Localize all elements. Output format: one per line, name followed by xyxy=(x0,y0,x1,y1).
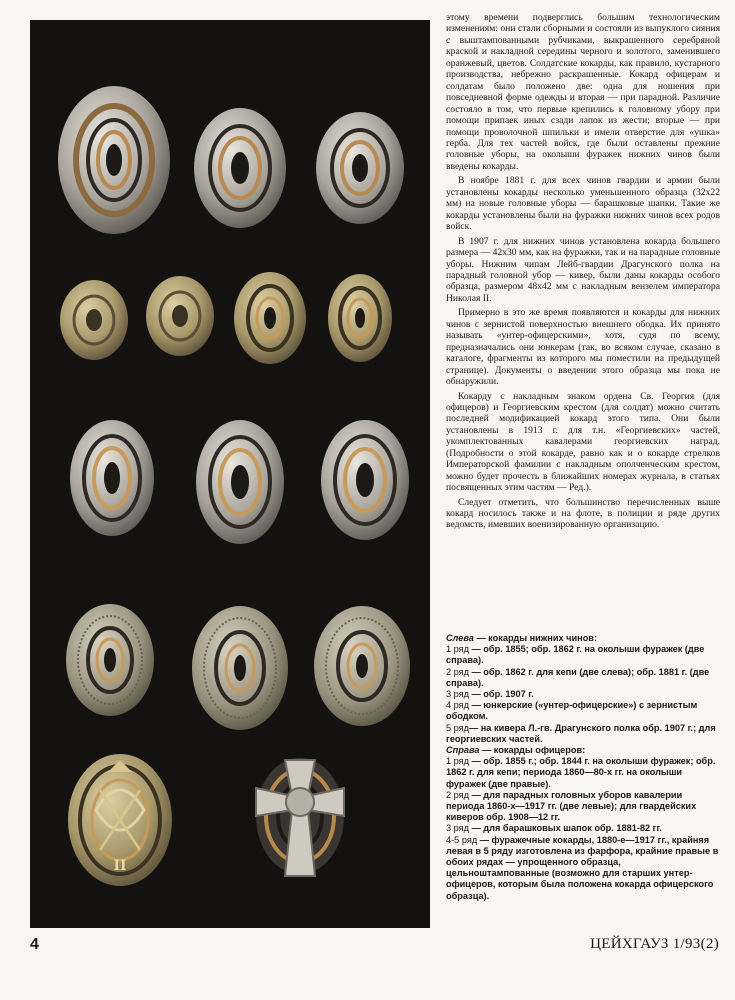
cockade-row-3-2 xyxy=(196,420,284,544)
caption-left-item-2: 2 ряд — обр. 1862 г. для кепи (две слева); обр. 1881 г. (две справа). xyxy=(446,666,710,688)
caption-right-item-2: 2 ряд — для парадных головных уборов кавалерии периода 1860-х—1917 гг. (две левые); для гвардейских киверов обр. 1908—12 гг. xyxy=(446,789,697,823)
article-paragraph-5: Кокарду с накладным знаком ордена Св. Георгия (для офицеров) и Георгиевским крестом (для солдат) можно считать последней модификацией кокард этого типа. Они были установлены в 1913 г. для т.н. «Георгиевских» частей, укомплектованных кавалерами георгиевских наград. (Подробности о этой кокарде, равно как и о кокарде стрелков Императорской фамилии с накладным ополченческим крестом, можно будет прочесть в ближайших номерах журнала, в статьях посвященных этим частям — Ред.). xyxy=(446,390,720,494)
cockades-photo xyxy=(30,20,430,928)
article-paragraph-2: В ноябре 1881 г. для всех чинов гвардии и армии были установлены кокарды несколько уменьшенного образца (32x22 мм) на новые головные уборы — барашковые шапки. Такие же кокарды установлены были на фуражки нижних чинов всех родов войск. xyxy=(446,175,720,233)
cockade-row-4-2 xyxy=(192,606,288,730)
article-paragraph-1: этому времени подверглись большим технологическим изменениям: они стали сборными и состояли из выпуклого сияния с выштампованными рубчиками, выкрашенного серебряной краской и накладной середины черного и золотого, заменившего оранжевый, цветов. Солдатские кокарды, как правило, кустарного производства, небрежно раскрашенные. Кокард офицерам и солдатам было положено две: одна для ношения при повседневной форме одежды и вторая — при парадной. Различие состояло в том, что первые крепились к головному убору при помощи припаек иных сзади лапок из жести; вторые — при помощи проволочной шпильки и имели отверстие для «ушка» герба. Для тех частей войск, где были оставлены прежние головные уборы, на околыши фуражек нижних чинов были введены кокарды. xyxy=(446,12,720,172)
caption-left-item-5: 5 ряд— на кивера Л.-гв. Драгунского полка обр. 1907 г.; для георгиевских частей. xyxy=(446,722,716,744)
cockade-monogram xyxy=(68,754,172,886)
cockade-row-1-mid xyxy=(194,108,286,228)
caption-left-heading xyxy=(446,633,720,644)
monogram-numeral: II xyxy=(113,858,127,874)
cockade-row-2-4 xyxy=(328,274,392,362)
article-paragraph-6: Следует отметить, что большинство перечисленных выше кокард носилось также и на флоте, в полиции и ряде других ведомств, имевших военизированную организацию. xyxy=(446,496,720,531)
cockade-row-3-3 xyxy=(321,420,409,540)
article-text-column xyxy=(446,12,720,531)
caption-right-heading-rest: — кокарды офицеров: xyxy=(479,745,586,756)
article-paragraph-4: Примерно в это же время появляются и кокарды для нижних чинов с зернистой поверхностью внешнего ободка. Их принято называть «унтер-офицерскими», хотя, судя по всему, предназначались они юнкерам (так, во всяком случае, сказано в каталоге, фрагменты из которого мы поместили на предыдущей странице). Документы о введении этого образца мы пока не обнаружили. xyxy=(446,307,720,388)
cockade-row-2-2 xyxy=(146,276,214,356)
caption-right-item-3: 3 ряд — для барашковых шапок обр. 1881-82 гг. xyxy=(446,823,662,834)
caption-left-item-3: 3 ряд — обр. 1907 г. xyxy=(446,689,534,700)
caption-right-heading-word: Справа xyxy=(446,745,480,756)
caption-left-heading-word: Слева xyxy=(446,633,474,643)
cockade-row-1-left xyxy=(58,86,170,234)
caption-right-item-1: 1 ряд — обр. 1855 г.; обр. 1844 г. на околыши фуражек; обр. 1862 г. для кепи; периода 1860—80-х гг. на околыши фуражек (две правые). xyxy=(446,756,716,789)
caption-right-item-4: 4-5 ряд — фуражечные кокарды, 1880-е—1917 гг., крайняя левая в 5 ряду изготовлена из фарфора, крайние правые в обоих рядах — упрощенного образца, цельноштампованные (возможно для старших унтер-офицеров, которым была положена кокарда офицерского образца). xyxy=(446,834,719,901)
cockade-row-3-1 xyxy=(70,420,154,536)
journal-footer: ЦЕЙХГАУЗ 1/93(2) xyxy=(590,936,719,952)
cockade-row-4-1 xyxy=(66,604,154,716)
page-number: 4 xyxy=(30,936,39,953)
caption-left-item-1: 1 ряд — обр. 1855; обр. 1862 г. на околыши фуражек (две справа). xyxy=(446,644,705,666)
caption-right-heading xyxy=(446,745,720,756)
cockade-row-2-1 xyxy=(60,280,128,360)
cockade-row-1-right xyxy=(316,112,404,224)
caption-left-heading-rest: — кокарды нижних чинов: xyxy=(473,633,598,643)
cockades-photo-svg xyxy=(30,20,430,928)
cockade-row-4-3 xyxy=(314,606,410,726)
cockade-row-2-3 xyxy=(234,272,306,364)
photo-caption xyxy=(446,633,720,902)
caption-left-item-4: 4 ряд — юнкерские («унтер-офицерские») с зернистым ободком. xyxy=(446,700,698,722)
article-paragraph-3: В 1907 г. для нижних чинов установлена кокарда большего размера — 42x30 мм, как на фуражки, так и на парадные головные уборы. Нижним чипам Лейб-гвардии Драгунского полка на парадный головной убор — кивер, были даны кокарды особого образца, размером 48x42 мм с накладным вензелем императора Николая II. xyxy=(446,235,720,304)
